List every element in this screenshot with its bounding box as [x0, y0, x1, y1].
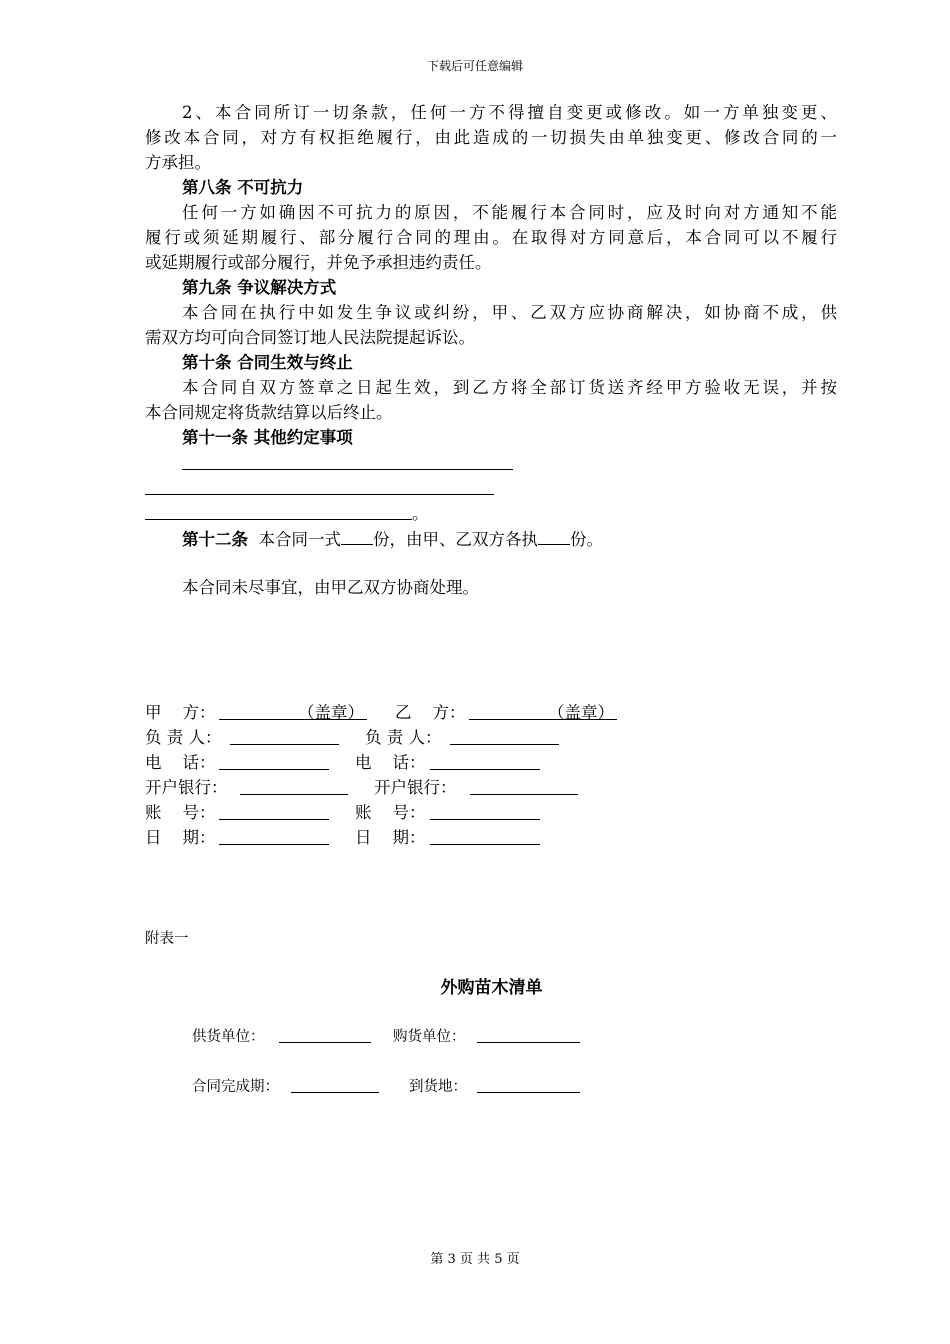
- page-footer: 第 3 页 共 5 页: [430, 1252, 520, 1267]
- completion-blank[interactable]: [291, 1092, 379, 1093]
- party-a-bank-label: 开户银行：: [145, 778, 228, 797]
- clause9-heading: 第九条 争议解决方式: [182, 278, 337, 297]
- party-b-account-label: 账 号：: [355, 803, 426, 822]
- party-a-date-blank[interactable]: [219, 844, 329, 845]
- party-b-phone-label: 电 话：: [355, 753, 426, 772]
- clause7-line1: 2、本合同所订一切条款，任何一方不得擅自变更或修改。如一方单独变更、: [182, 103, 837, 122]
- clause8-line2: 履行或须延期履行、部分履行合同的理由。在取得对方同意后，本合同可以不履行: [145, 228, 837, 247]
- clause10-line1: 本合同自双方签章之日起生效，到乙方将全部订货送齐经甲方验收无误，并按: [182, 378, 837, 397]
- party-b-label: 乙 方：: [395, 703, 466, 722]
- clause9-line1: 本合同在执行中如发生争议或纠纷，甲、乙双方应协商解决，如协商不成，供: [182, 303, 837, 322]
- clause8-heading: 第八条 不可抗力: [182, 178, 304, 197]
- copies-each-blank[interactable]: [538, 526, 570, 545]
- purchaser-label: 购货单位：: [393, 1029, 466, 1045]
- copies-total-blank[interactable]: [341, 526, 373, 545]
- clause9-line2: 需双方均可向合同签订地人民法院提起诉讼。: [145, 328, 475, 347]
- party-b-responsible-label: 负 责 人：: [365, 728, 442, 747]
- party-b-seal: （盖章）: [548, 703, 614, 722]
- page-header: 下载后可任意编辑: [426, 59, 523, 73]
- clause12-text-b: 份，由甲、乙双方各执: [373, 530, 538, 549]
- party-b-date-label: 日 期：: [355, 828, 426, 847]
- party-a-label: 甲 方：: [145, 703, 216, 722]
- party-b-responsible-blank[interactable]: [450, 744, 559, 745]
- clause12-line: [182, 526, 603, 552]
- clause12-text-a: 本合同一式: [258, 530, 341, 549]
- clause7-item2: [145, 100, 837, 450]
- party-a-account-blank[interactable]: [219, 819, 329, 820]
- clause7-line3: 方承担。: [145, 153, 211, 172]
- party-b-account-blank[interactable]: [430, 819, 540, 820]
- clause11-heading: 第十一条 其他约定事项: [182, 428, 353, 447]
- clause7-line2: 修改本合同，对方有权拒绝履行，由此造成的一切损失由单独变更、修改合同的一: [145, 128, 837, 147]
- other-terms-blank-3[interactable]: [145, 519, 412, 520]
- party-b-bank-label: 开户银行：: [374, 778, 457, 797]
- other-terms-blank-2[interactable]: [145, 494, 494, 495]
- party-a-date-label: 日 期：: [145, 828, 216, 847]
- clause8-line1: 任何一方如确因不可抗力的原因，不能履行本合同时，应及时向对方通知不能: [182, 203, 837, 222]
- remainder-text: 本合同未尽事宜，由甲乙双方协商处理。: [182, 578, 479, 597]
- clause10-heading: 第十条 合同生效与终止: [182, 353, 353, 372]
- clause12-text-c: 份。: [570, 530, 603, 549]
- supplier-label: 供货单位：: [192, 1029, 265, 1045]
- party-a-account-label: 账 号：: [145, 803, 216, 822]
- completion-label: 合同完成期：: [192, 1079, 279, 1095]
- party-a-bank-blank[interactable]: [240, 794, 348, 795]
- destination-label: 到货地：: [409, 1079, 467, 1095]
- clause12-heading: 第十二条: [182, 530, 248, 549]
- party-a-responsible-label: 负 责 人：: [145, 728, 222, 747]
- destination-blank[interactable]: [477, 1092, 580, 1093]
- appendix-label: 附表一: [145, 931, 189, 947]
- other-terms-blank-1[interactable]: [182, 469, 513, 470]
- party-a-phone-blank[interactable]: [219, 769, 329, 770]
- other-terms-end-mark: 。: [412, 504, 429, 523]
- supplier-blank[interactable]: [279, 1042, 371, 1043]
- party-b-bank-blank[interactable]: [470, 794, 578, 795]
- party-b-date-blank[interactable]: [430, 844, 540, 845]
- clause8-line3: 或延期履行或部分履行，并免予承担违约责任。: [145, 253, 492, 272]
- party-b-phone-blank[interactable]: [430, 769, 540, 770]
- purchaser-blank[interactable]: [477, 1042, 580, 1043]
- party-a-seal: （盖章）: [298, 703, 364, 722]
- party-a-phone-label: 电 话：: [145, 753, 216, 772]
- appendix-title: 外购苗木清单: [440, 978, 543, 998]
- party-a-responsible-blank[interactable]: [230, 744, 339, 745]
- clause10-line2: 本合同规定将货款结算以后终止。: [145, 403, 393, 422]
